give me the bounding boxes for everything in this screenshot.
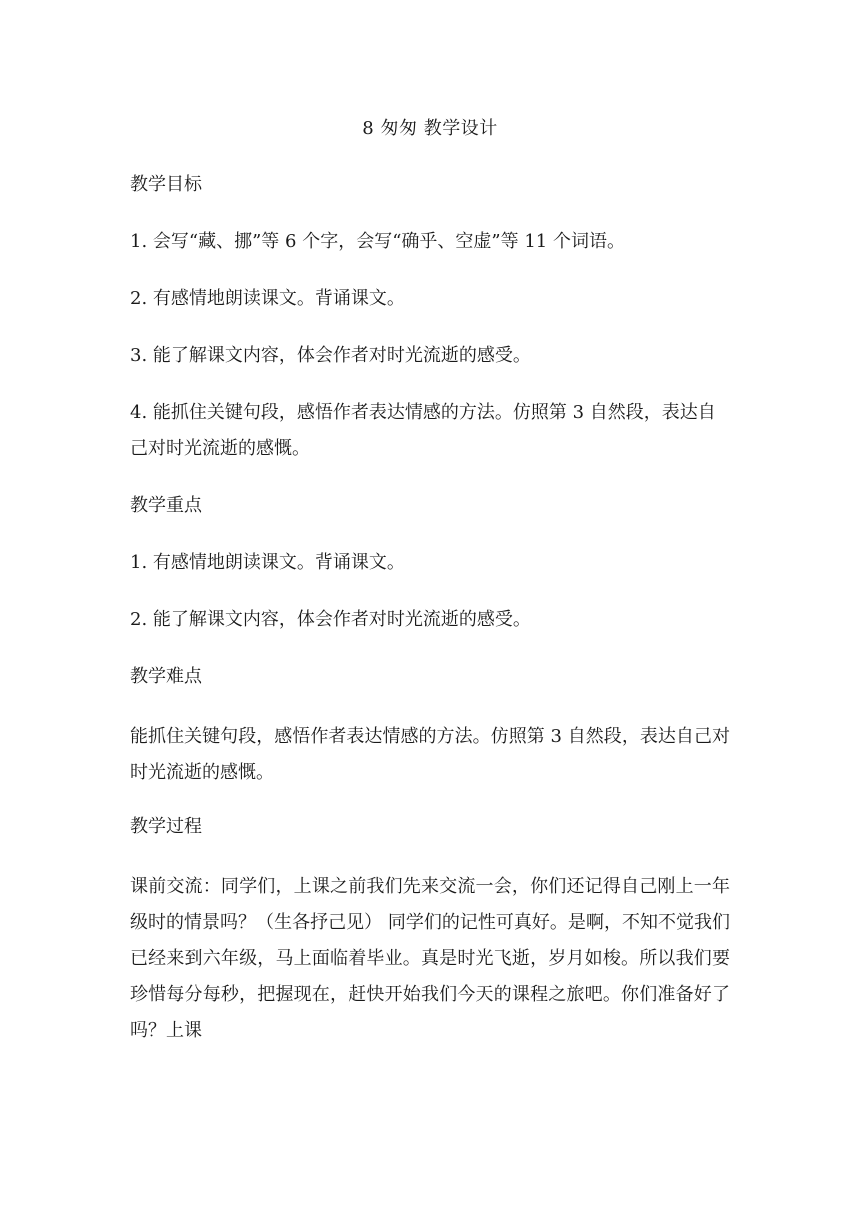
section-heading-difficulties: 教学难点 <box>130 666 202 687</box>
difficulties-paragraph: 能抓住关键句段，感悟作者表达情感的方法。仿照第 3 自然段，表达自己对时光流逝的感慨。 <box>130 726 730 783</box>
section-heading-key-points: 教学重点 <box>130 495 202 516</box>
document-body <box>130 170 730 1070</box>
process-paragraph: 课前交流：同学们，上课之前我们先来交流一会，你们还记得自己刚上一年级时的情景吗？（生各抒己见） 同学们的记性可真好。是啊，不知不觉我们已经来到六年级，马上面临着毕业。真是时光飞逝，岁月如梭。所以我们要珍惜每分每秒，把握现在，赶快开始我们今天的课程之旅吧。你们准备好了吗？上课 <box>130 876 730 1041</box>
objective-item-3: 3. 能了解课文内容，体会作者对时光流逝的感受。 <box>130 345 531 366</box>
objective-item-1: 1. 会写“藏、挪”等 6 个字，会写“确乎、空虚”等 11 个词语。 <box>130 231 625 252</box>
key-point-item-1: 1. 有感情地朗读课文。背诵课文。 <box>130 552 405 573</box>
section-heading-objectives: 教学目标 <box>130 174 202 195</box>
key-point-item-2: 2. 能了解课文内容，体会作者对时光流逝的感受。 <box>130 609 531 630</box>
objective-item-4: 4. 能抓住关键句段，感悟作者表达情感的方法。仿照第 3 自然段，表达自己对时光流逝的感慨。 <box>130 402 716 459</box>
section-heading-process: 教学过程 <box>130 816 202 837</box>
document-title: 8 匆匆 教学设计 <box>362 118 498 139</box>
objective-item-2: 2. 有感情地朗读课文。背诵课文。 <box>130 288 405 309</box>
